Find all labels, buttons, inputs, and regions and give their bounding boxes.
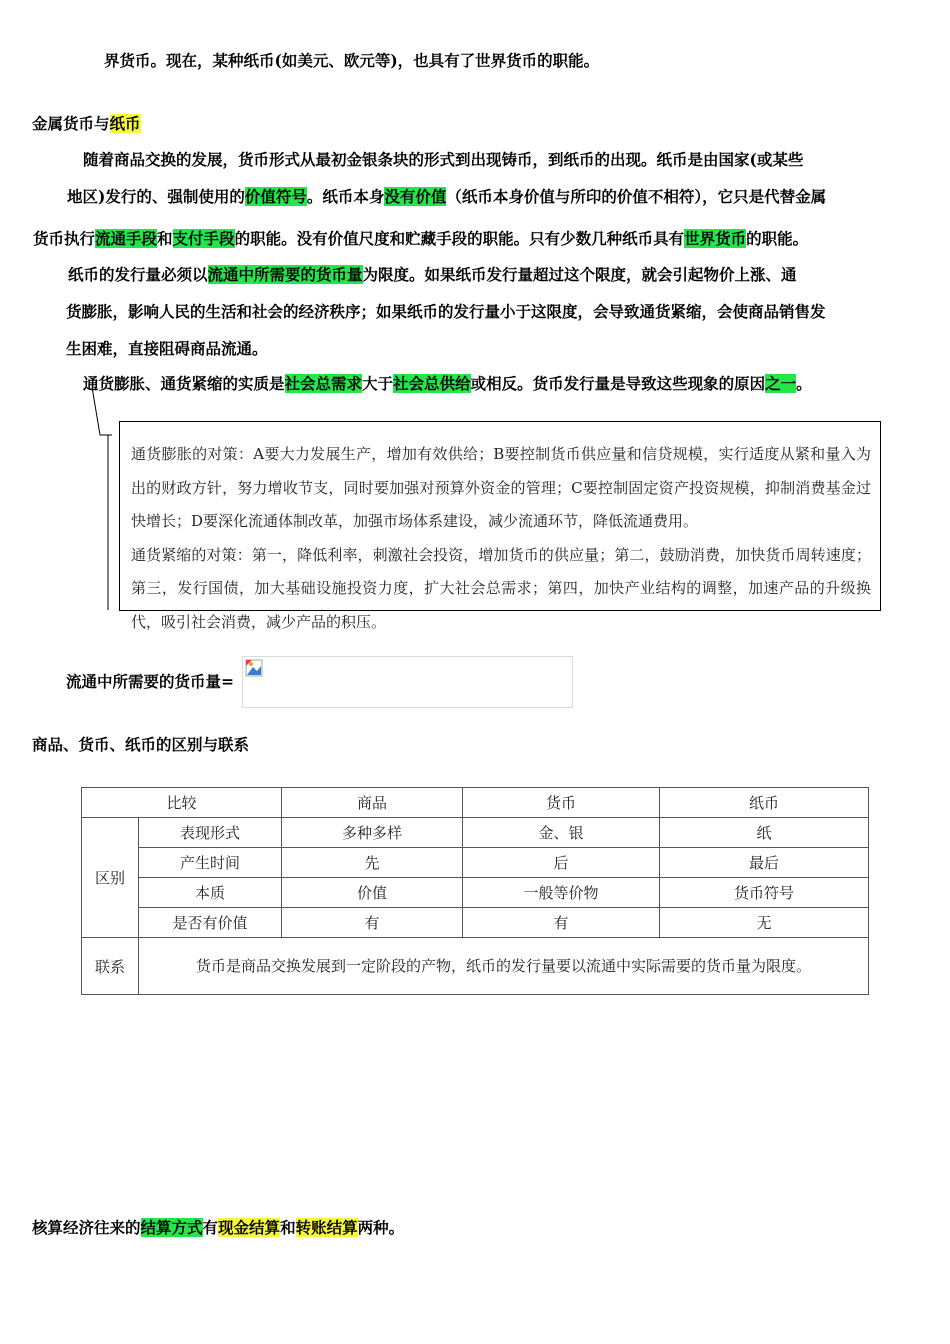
- text: 的职能。: [746, 229, 809, 248]
- table-cell: 货币符号: [660, 878, 869, 908]
- highlight-payment: 支付手段: [172, 229, 235, 248]
- header-cell: 商品: [282, 788, 463, 818]
- highlight-cash-settlement: 现金结算: [218, 1218, 281, 1237]
- formula-image: [242, 656, 573, 708]
- table-row: [82, 908, 869, 938]
- text: 或相反。货币发行量是导致这些现象的原因: [470, 374, 766, 393]
- table-header-row: [82, 788, 869, 818]
- para-line-2: [67, 186, 826, 208]
- text: 为限度。如果纸币发行量超过这个限度，就会引起物价上涨、通: [362, 265, 797, 284]
- text: 和: [280, 1218, 296, 1237]
- header-cell: 货币: [463, 788, 660, 818]
- countermeasures-text: [131, 438, 871, 639]
- table-cell: 本质: [139, 878, 282, 908]
- text: 地区)发行的、强制使用的: [67, 187, 245, 206]
- heading-comparison: 商品、货币、纸币的区别与联系: [32, 735, 250, 754]
- highlight-circulation: 流通手段: [95, 229, 158, 248]
- table-cell: 多种多样: [282, 818, 463, 848]
- group-label-difference: 区别: [82, 818, 139, 938]
- para-line-4: [68, 264, 797, 286]
- highlight-paper-money: 纸币: [109, 114, 141, 133]
- text: 有: [202, 1218, 219, 1237]
- table-cell: 无: [660, 908, 869, 938]
- highlight-total-supply: 社会总供给: [393, 374, 471, 393]
- table-cell: 有: [282, 908, 463, 938]
- highlight-settlement-method: 结算方式: [140, 1218, 203, 1237]
- table-cell: 是否有价值: [139, 908, 282, 938]
- table-cell: 先: [282, 848, 463, 878]
- text: 货币执行: [33, 229, 96, 248]
- header-cell: 纸币: [660, 788, 869, 818]
- bottom-line: [32, 1217, 404, 1239]
- table-cell: 一般等价物: [463, 878, 660, 908]
- para-line-1: 随着商品交换的发展，货币形式从最初金银条块的形式到出现铸币，到纸币的出现。纸币是由国家(或某些: [83, 150, 804, 169]
- inflation-countermeasures: 通货膨胀的对策：A要大力发展生产，增加有效供给；B要控制货币供应量和信贷规模，实行适度从紧和量入为出的财政方针，努力增收节支，同时要加强对预算外资金的管理；C要控制固定资产投资规模，抑制消费基金过快增长；D要深化流通体制改革，加强市场体系建设，减少流通环节，降低流通费用。: [131, 445, 871, 530]
- text: 两种。: [357, 1218, 405, 1237]
- deflation-countermeasures: 通货紧缩的对策：第一，降低利率，刺激社会投资，增加货币的供应量；第二，鼓励消费，加快货币周转速度；第三，发行国债，加大基础设施投资力度，扩大社会总需求；第四，加快产业结构的调整，加速产品的升级换代，吸引社会消费，减少产品的积压。: [131, 545, 871, 631]
- table-row-link: [82, 938, 869, 995]
- para-line-7: [83, 373, 812, 395]
- text: 纸币的发行量必须以: [68, 265, 208, 284]
- table-cell: 表现形式: [139, 818, 282, 848]
- heading-prefix: 金属货币与: [32, 114, 110, 133]
- table-cell: 金、银: [463, 818, 660, 848]
- intro-line: 界货币。现在，某种纸币(如美元、欧元等)，也具有了世界货币的职能。: [104, 51, 600, 70]
- text: 。: [796, 374, 812, 393]
- link-text: 货币是商品交换发展到一定阶段的产物，纸币的发行量要以流通中实际需要的货币量为限度。: [139, 938, 869, 995]
- comparison-table: [81, 787, 869, 995]
- para-line-3: [33, 228, 808, 250]
- highlight-total-demand: 社会总需求: [284, 374, 363, 393]
- text: 和: [157, 229, 173, 248]
- para-line-6: 生困难，直接阻碍商品流通。: [66, 339, 268, 358]
- table-cell: 有: [463, 908, 660, 938]
- text: 。纸币本身: [306, 187, 385, 206]
- text: （纸币本身价值与所印的价值不相符），它只是代替金属: [446, 187, 827, 206]
- table-cell: 产生时间: [139, 848, 282, 878]
- formula-label: 流通中所需要的货币量=: [66, 672, 234, 691]
- highlight-no-value: 没有价值: [384, 187, 447, 206]
- link-label: 联系: [82, 938, 139, 995]
- highlight-transfer-settlement: 转账结算: [295, 1218, 358, 1237]
- table-row: [82, 848, 869, 878]
- highlight-money-needed: 流通中所需要的货币量: [207, 265, 363, 284]
- table-cell: 纸: [660, 818, 869, 848]
- table-cell: 最后: [660, 848, 869, 878]
- para-line-5: 货膨胀，影响人民的生活和社会的经济秩序；如果纸币的发行量小于这限度，会导致通货紧缩，会使商品销售发: [66, 302, 826, 321]
- highlight-one-of: 之一: [765, 374, 797, 393]
- text: 核算经济往来的: [32, 1218, 141, 1237]
- callout-bracket: [84, 385, 124, 615]
- table-cell: 价值: [282, 878, 463, 908]
- heading-metal-paper-money: [32, 113, 141, 135]
- highlight-value-symbol: 价值符号: [244, 187, 307, 206]
- text: 大于: [362, 374, 394, 393]
- text: 的职能。没有价值尺度和贮藏手段的职能。只有少数几种纸币具有: [234, 229, 685, 248]
- table-row: [82, 878, 869, 908]
- broken-image-icon: [245, 659, 263, 677]
- highlight-world-money: 世界货币: [684, 229, 747, 248]
- text: 通货膨胀、通货紧缩的实质是: [83, 374, 285, 393]
- header-cell: 比较: [82, 788, 282, 818]
- table-row: [82, 818, 869, 848]
- table-cell: 后: [463, 848, 660, 878]
